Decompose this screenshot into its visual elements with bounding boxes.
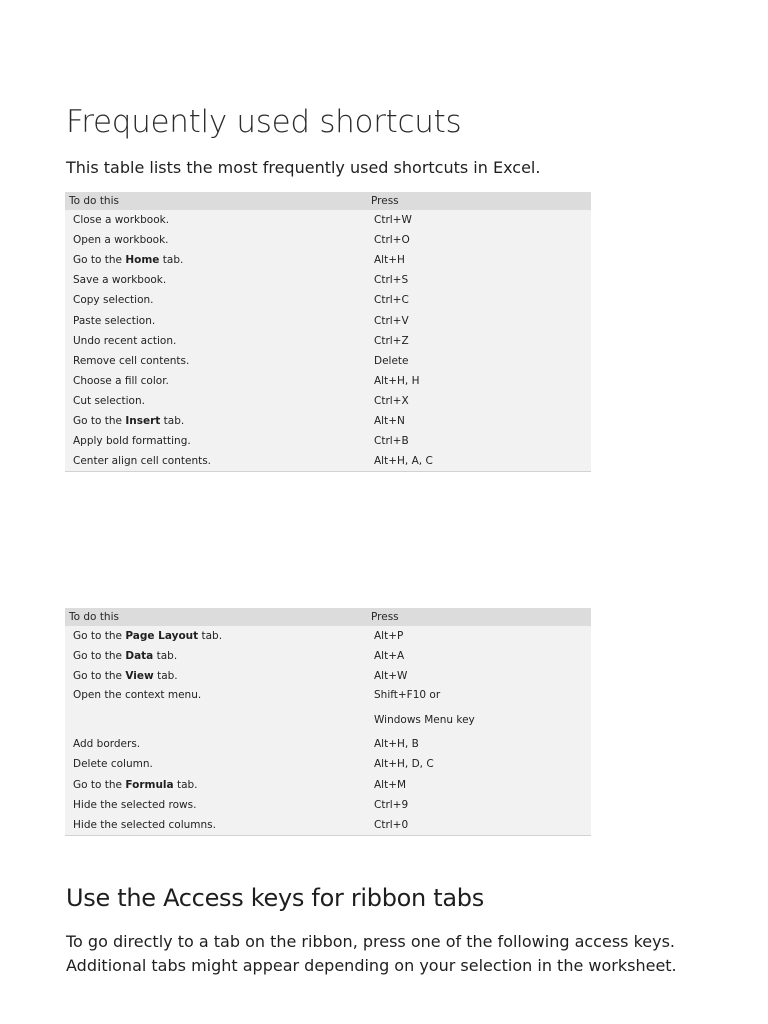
action-cell bbox=[65, 779, 367, 791]
action-text: Go to the bbox=[73, 630, 126, 643]
action-text: Undo recent action. bbox=[73, 334, 177, 347]
section-paragraph bbox=[66, 930, 706, 978]
action-cell bbox=[65, 686, 367, 701]
shortcut-keys: Alt+H, H bbox=[374, 374, 420, 387]
page-title: Frequently used shortcuts bbox=[66, 104, 462, 140]
action-cell bbox=[65, 355, 367, 367]
action-text: Cut selection. bbox=[73, 394, 145, 407]
action-bold-text: View bbox=[125, 670, 154, 683]
action-text: tab. bbox=[159, 254, 184, 267]
action-text: Open the context menu. bbox=[73, 689, 202, 702]
table-row bbox=[65, 451, 591, 471]
shortcut-keys: Windows Menu key bbox=[374, 714, 475, 727]
keys-cell bbox=[367, 799, 408, 811]
action-cell bbox=[65, 315, 367, 327]
action-cell bbox=[65, 294, 367, 306]
action-bold-text: Page Layout bbox=[125, 630, 199, 643]
table-row bbox=[65, 270, 591, 290]
keys-cell bbox=[367, 234, 410, 246]
keys-cell bbox=[367, 630, 403, 642]
keys-cell bbox=[367, 738, 419, 750]
shortcut-keys: Alt+M bbox=[374, 778, 407, 791]
keys-cell bbox=[367, 274, 408, 286]
shortcut-keys: Alt+W bbox=[374, 670, 408, 683]
action-bold-text: Formula bbox=[125, 778, 174, 791]
section-heading: Use the Access keys for ribbon tabs bbox=[66, 884, 484, 912]
section-line: Additional tabs might appear depending on your selection in the worksheet. bbox=[66, 956, 677, 975]
action-text: tab. bbox=[173, 778, 198, 791]
keys-cell bbox=[367, 435, 409, 447]
shortcuts-table-2 bbox=[65, 608, 591, 836]
shortcut-keys: Alt+H bbox=[374, 254, 405, 267]
shortcut-keys: Ctrl+9 bbox=[374, 798, 409, 811]
keys-cell bbox=[367, 819, 408, 831]
action-bold-text: Insert bbox=[125, 414, 161, 427]
action-cell bbox=[65, 214, 367, 226]
table-row bbox=[65, 754, 591, 774]
shortcut-keys: Delete bbox=[374, 354, 409, 367]
action-cell bbox=[65, 395, 367, 407]
keys-cell bbox=[367, 254, 405, 266]
table-header bbox=[65, 192, 591, 210]
keys-cell bbox=[367, 670, 407, 682]
action-cell bbox=[65, 758, 367, 770]
shortcut-keys: Ctrl+W bbox=[374, 214, 412, 227]
action-text: tab. bbox=[153, 650, 178, 663]
action-text: Go to the bbox=[73, 650, 126, 663]
shortcut-keys: Ctrl+O bbox=[374, 234, 410, 247]
table-row bbox=[65, 795, 591, 815]
action-text: Copy selection. bbox=[73, 294, 154, 307]
table-row bbox=[65, 411, 591, 431]
action-text: Paste selection. bbox=[73, 314, 156, 327]
action-cell bbox=[65, 254, 367, 266]
keys-cell bbox=[367, 335, 409, 347]
keys-cell bbox=[367, 686, 475, 726]
action-text: Choose a fill color. bbox=[73, 374, 169, 387]
table-row bbox=[65, 391, 591, 411]
keys-cell bbox=[367, 375, 419, 387]
shortcut-keys: Alt+H, D, C bbox=[374, 758, 434, 771]
shortcut-keys: Shift+F10 or bbox=[374, 689, 441, 702]
shortcut-keys: Alt+A bbox=[374, 650, 405, 663]
action-text: tab. bbox=[160, 414, 185, 427]
action-text: Apply bold formatting. bbox=[73, 435, 191, 448]
action-cell bbox=[65, 738, 367, 750]
shortcut-keys: Ctrl+B bbox=[374, 435, 409, 448]
table-row bbox=[65, 666, 591, 686]
table-row bbox=[65, 250, 591, 270]
shortcut-keys: Ctrl+S bbox=[374, 274, 409, 287]
keys-cell bbox=[367, 650, 404, 662]
action-cell bbox=[65, 335, 367, 347]
keys-cell bbox=[367, 294, 409, 306]
action-text: Hide the selected columns. bbox=[73, 818, 216, 831]
action-text: Go to the bbox=[73, 414, 126, 427]
action-cell bbox=[65, 650, 367, 662]
shortcut-keys: Ctrl+C bbox=[374, 294, 409, 307]
action-cell bbox=[65, 799, 367, 811]
action-cell bbox=[65, 435, 367, 447]
keys-cell bbox=[367, 758, 434, 770]
shortcut-keys: Ctrl+X bbox=[374, 394, 409, 407]
shortcuts-table-1 bbox=[65, 192, 591, 472]
header-action: To do this bbox=[69, 611, 119, 623]
action-cell bbox=[65, 274, 367, 286]
shortcut-keys: Alt+H, A, C bbox=[374, 455, 433, 468]
action-bold-text: Home bbox=[125, 254, 160, 267]
keys-cell bbox=[367, 779, 406, 791]
keys-cell bbox=[367, 415, 405, 427]
table-row bbox=[65, 331, 591, 351]
action-text: Add borders. bbox=[73, 738, 141, 751]
action-text: tab. bbox=[198, 630, 223, 643]
action-cell bbox=[65, 234, 367, 246]
table-row bbox=[65, 815, 591, 835]
action-text: tab. bbox=[153, 670, 178, 683]
action-text: Remove cell contents. bbox=[73, 354, 190, 367]
table-body bbox=[65, 626, 591, 835]
table-row bbox=[65, 431, 591, 451]
shortcut-keys: Alt+H, B bbox=[374, 738, 419, 751]
action-text: Go to the bbox=[73, 778, 126, 791]
table-row bbox=[65, 230, 591, 250]
action-bold-text: Data bbox=[125, 650, 154, 663]
action-cell bbox=[65, 630, 367, 642]
keys-cell bbox=[367, 214, 412, 226]
table-header bbox=[65, 608, 591, 626]
table-row bbox=[65, 646, 591, 666]
intro-text: This table lists the most frequently used shortcuts in Excel. bbox=[66, 158, 541, 177]
shortcut-keys: Ctrl+Z bbox=[374, 334, 409, 347]
header-keys: Press bbox=[371, 195, 399, 207]
keys-cell bbox=[367, 315, 409, 327]
action-cell bbox=[65, 375, 367, 387]
action-cell bbox=[65, 819, 367, 831]
shortcut-keys: Alt+P bbox=[374, 630, 404, 643]
action-cell bbox=[65, 455, 367, 467]
table-row bbox=[65, 210, 591, 230]
table-row bbox=[65, 686, 591, 734]
keys-cell bbox=[367, 395, 409, 407]
table-body bbox=[65, 210, 591, 471]
action-cell bbox=[65, 670, 367, 682]
action-text: Go to the bbox=[73, 670, 126, 683]
shortcut-keys: Ctrl+V bbox=[374, 314, 409, 327]
shortcut-keys: Ctrl+0 bbox=[374, 818, 409, 831]
header-action: To do this bbox=[69, 195, 119, 207]
action-text: Close a workbook. bbox=[73, 214, 170, 227]
action-text: Hide the selected rows. bbox=[73, 798, 197, 811]
header-keys: Press bbox=[371, 611, 399, 623]
table-row bbox=[65, 371, 591, 391]
action-text: Open a workbook. bbox=[73, 234, 169, 247]
action-cell bbox=[65, 415, 367, 427]
shortcut-keys: Alt+N bbox=[374, 414, 405, 427]
action-text: Go to the bbox=[73, 254, 126, 267]
action-text: Save a workbook. bbox=[73, 274, 167, 287]
keys-cell bbox=[367, 455, 433, 467]
section-line: To go directly to a tab on the ribbon, press one of the following access keys. bbox=[66, 932, 675, 951]
action-text: Delete column. bbox=[73, 758, 153, 771]
table-row bbox=[65, 310, 591, 330]
table-row bbox=[65, 290, 591, 310]
keys-cell bbox=[367, 355, 409, 367]
action-text: Center align cell contents. bbox=[73, 455, 212, 468]
table-row bbox=[65, 774, 591, 794]
table-row bbox=[65, 626, 591, 646]
table-row bbox=[65, 351, 591, 371]
table-row bbox=[65, 734, 591, 754]
